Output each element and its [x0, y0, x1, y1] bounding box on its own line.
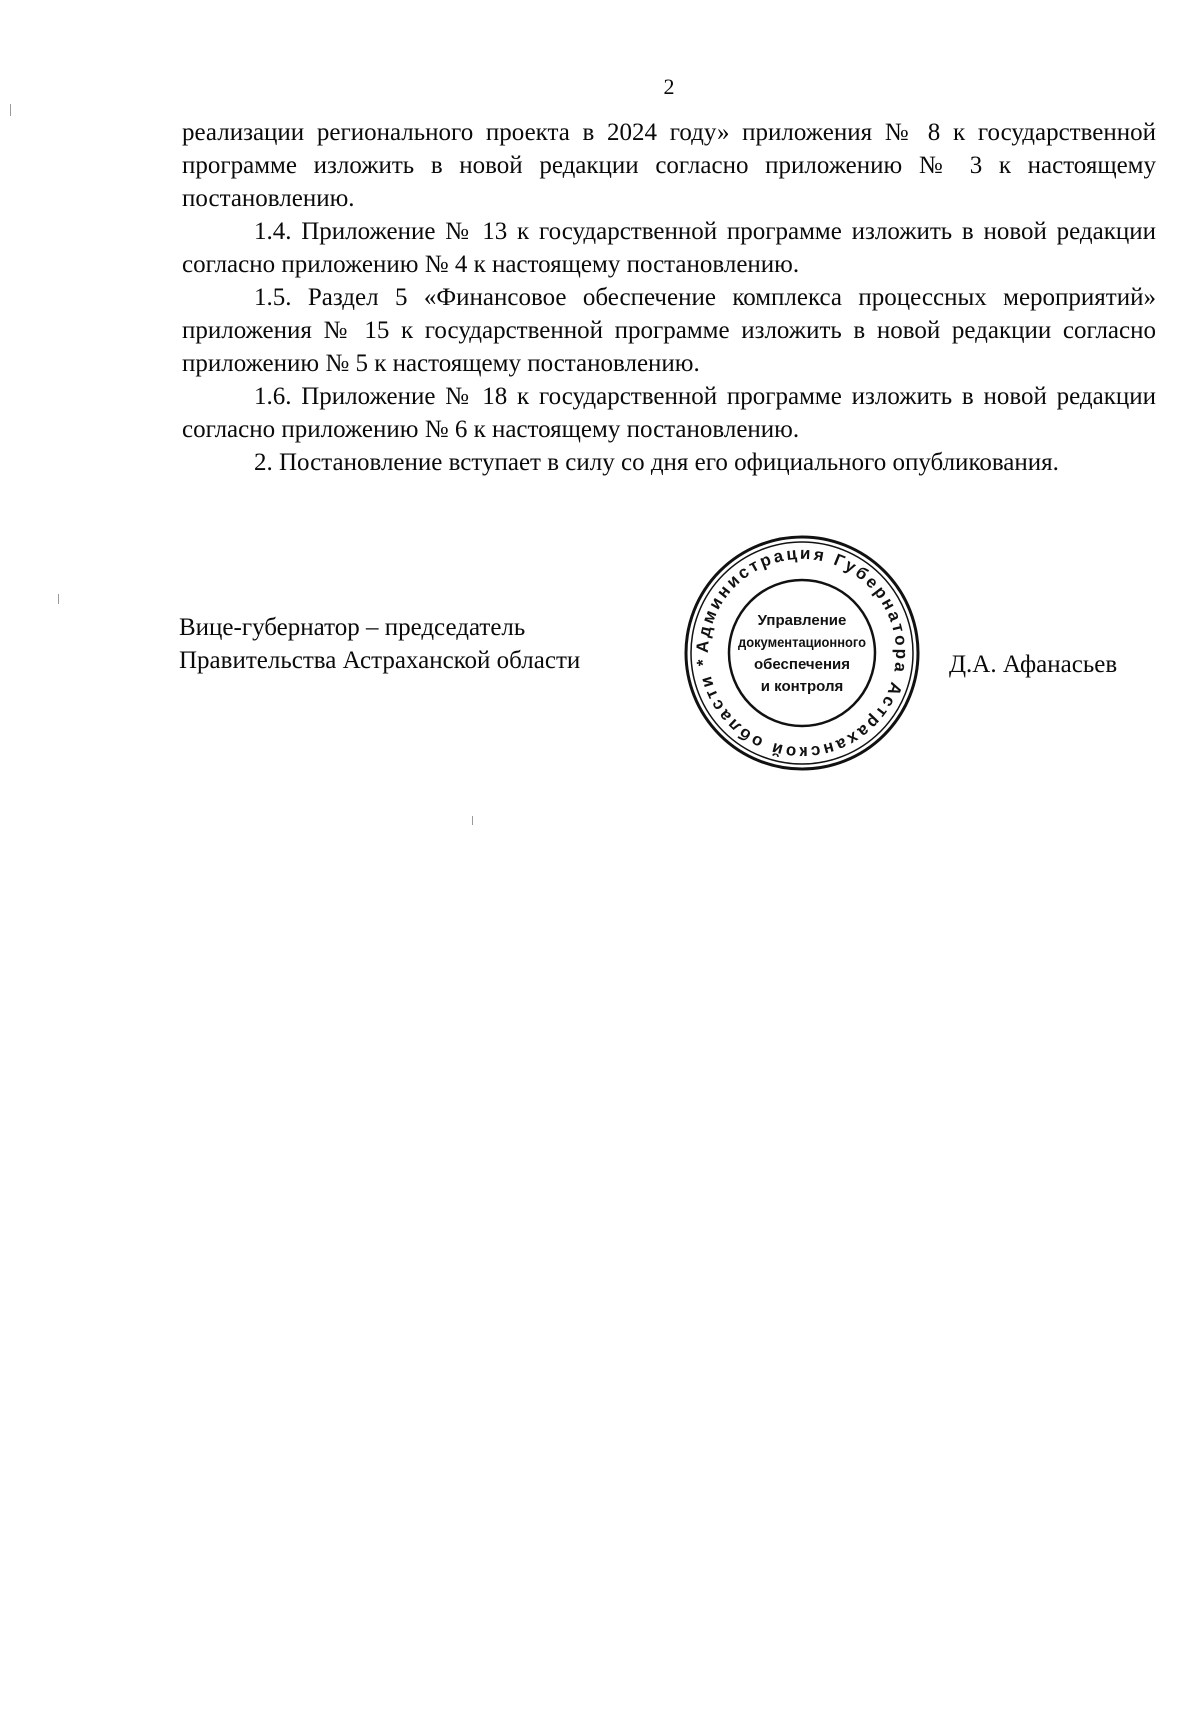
seal-center-line-2: документационного: [738, 634, 866, 650]
official-seal: [682, 533, 922, 773]
signer-position: [179, 611, 580, 677]
paragraph-1-6: 1.6. Приложение № 18 к государственной программе изложить в новой редакции согласно приложению № 6 к настоящему постановлению.: [182, 383, 1156, 443]
scan-speck: [472, 816, 473, 825]
signer-position-line-1: Вице-губернатор – председатель: [179, 614, 526, 641]
paragraph-1-5: 1.5. Раздел 5 «Финансовое обеспечение комплекса процессных мероприятий» приложения № 15 к государственной программе изложить в новой редакции согласно приложению № 5 к настоящему постановлению.: [182, 284, 1156, 377]
scan-speck: [58, 594, 59, 604]
paragraph-1-4: 1.4. Приложение № 13 к государственной программе изложить в новой редакции согласно приложению № 4 к настоящему постановлению.: [182, 218, 1156, 278]
page-number: 2: [663, 74, 675, 99]
signer-position-line-2: Правительства Астраханской области: [179, 647, 581, 674]
seal-center-line-1: Управление: [757, 612, 847, 629]
seal-ring-text: [693, 544, 911, 762]
seal-ring-text-path: Администрация Губернатора Астраханской области *: [692, 543, 912, 763]
paragraph-continuation: реализации регионального проекта в 2024 году» приложения № 8 к государственной программе изложить в новой редакции согласно приложению № 3 к настоящему постановлению.: [182, 119, 1156, 212]
seal-center-line-4: и контроля: [760, 678, 844, 695]
paragraph-2: 2. Постановление вступает в силу со дня его официального опубликования.: [254, 449, 1059, 476]
seal-center-line-3: обеспечения: [753, 656, 851, 673]
signer-name: Д.А. Афанасьев: [949, 651, 1118, 678]
scan-speck: [10, 104, 11, 116]
document-body: [182, 116, 1156, 479]
